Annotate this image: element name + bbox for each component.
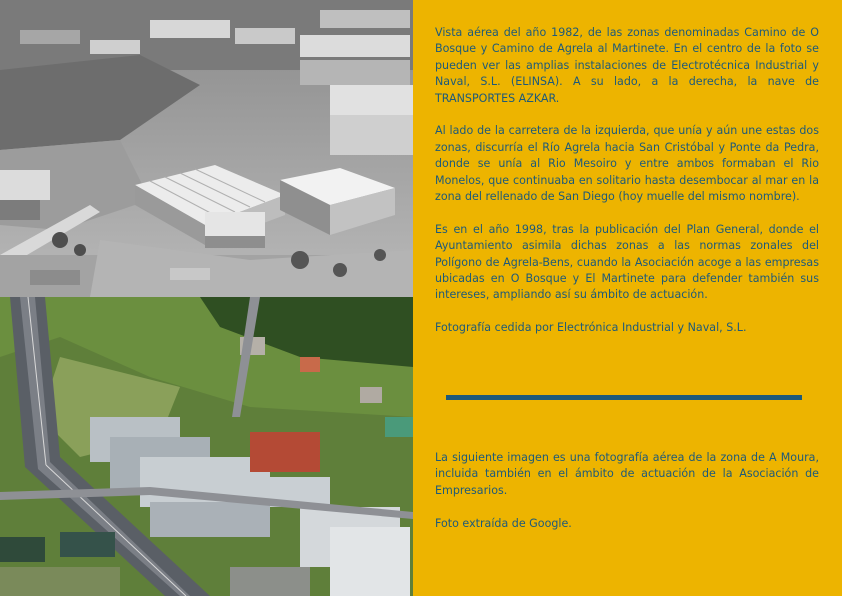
paragraph-plan-general: Es en el año 1998, tras la publicación del Plan General, donde el Ayuntamiento asimila dichas zonas a las normas zonales del Polígono de Agrela-Bens, cuando la Asociación acoge a las empresas ubicadas en O Bosque y El Martinete para defender también sus intereses, ampliando así su ámbito de actuación. <box>435 222 819 302</box>
photo-credit-google: Foto extraída de Google. <box>435 516 572 530</box>
description-block-1982 <box>435 25 819 337</box>
description-block-a-moura <box>435 450 819 532</box>
section-divider <box>446 395 802 400</box>
aerial-photo-1982-drawing <box>0 0 413 297</box>
paragraph-rio-agrela: Al lado de la carretera de la izquierda, que unía y aún une estas dos zonas, discurría el Río Agrela hacia San Cristóbal y Ponte da Pedra, donde se unía al Rio Mesoiro y entre ambos formaban el Rio Monelos, que continuaba en solitario hasta desembocar al mar en la zona del rellenado de San Diego (hoy muelle del mismo nombre). <box>435 124 819 204</box>
aerial-photo-1982 <box>0 0 413 297</box>
photo-credit-elinsa: Fotografía cedida por Electrónica Industrial y Naval, S.L. <box>435 321 747 335</box>
photo-column <box>0 0 413 596</box>
text-panel <box>413 0 842 596</box>
paragraph-a-moura: La siguiente imagen es una fotografía aérea de la zona de A Moura, incluida también en el ámbito de actuación de la Asociación de Empresarios. <box>435 451 819 497</box>
aerial-photo-a-moura-drawing <box>0 297 413 596</box>
paragraph-aerial-1982: Vista aérea del año 1982, de las zonas denominadas Camino de O Bosque y Camino de Agrela al Martinete. En el centro de la foto se pueden ver las amplias instalaciones de Electrotécnica Industrial y Naval, S.L. (ELINSA). A su lado, a la derecha, la nave de TRANSPORTES AZKAR. <box>435 26 819 105</box>
aerial-photo-a-moura <box>0 297 413 596</box>
